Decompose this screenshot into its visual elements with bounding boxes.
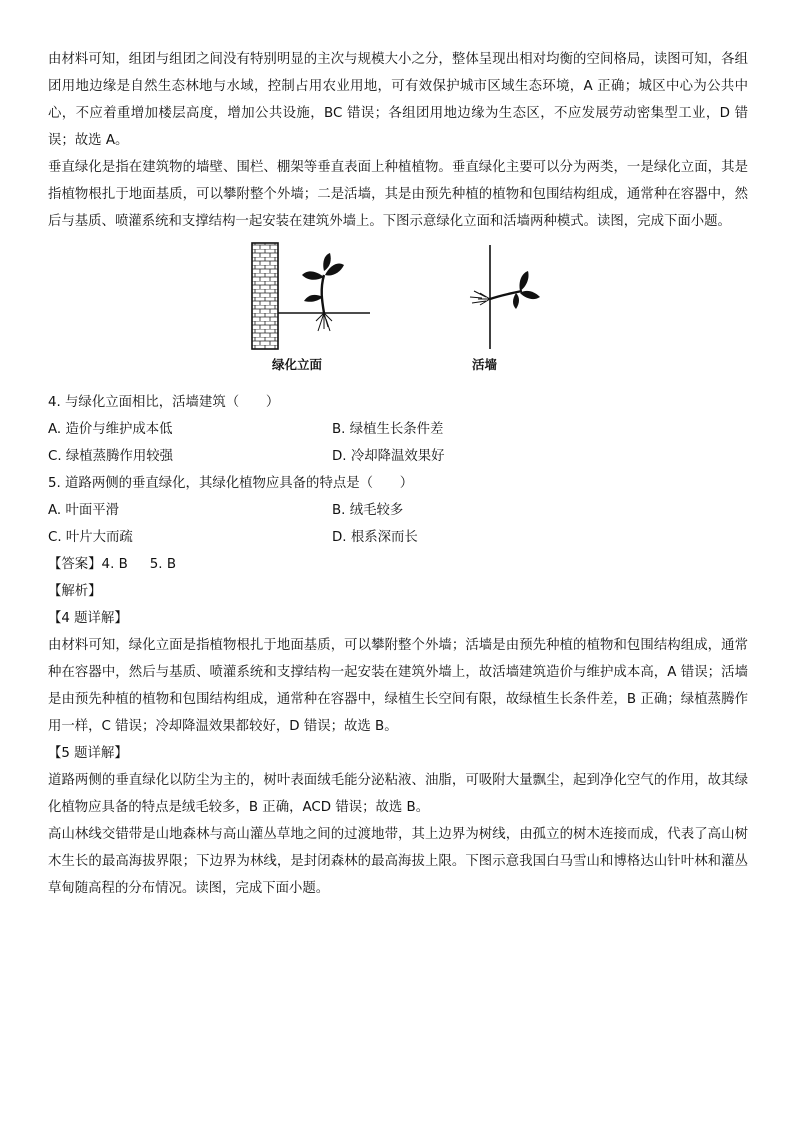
detail-4-text: 由材料可知，绿化立面是指植物根扎于地面基质，可以攀附整个外墙；活墙是由预先种植的植物和包围结构组成，通常种在容器中，然后与基质、喷灌系统和支撑结构一起安装在建筑外墙上，故活墙建筑造价与维护成本高，A 错误；活墙是由预先种植的植物和包围结构组成，通常种在容器中，绿植生长空间有限，故绿植生长条件差，B 正确；绿植蒸腾作用一样，C 错误；冷却降温效果都较好，D 错误；故选 B。	[48, 638, 748, 734]
q4-option-b: B. 绿植生长条件差	[332, 422, 444, 437]
figure-living-wall	[458, 241, 542, 385]
q5-option-d: D. 根系深而长	[332, 530, 418, 545]
paragraph-vertical-greening: 垂直绿化是指在建筑物的墙壁、围栏、棚架等垂直表面上种植植物。垂直绿化主要可以分为两类，一是绿化立面，其是指植物根扎于地面基质，可以攀附整个外墙；二是活墙，其是由预先种植的植物和包围结构组成，通常种在容器中，然后与基质、喷灌系统和支撑结构一起安装在建筑外墙上。下图示意绿化立面和活墙两种模式。读图，完成下面小题。	[48, 160, 748, 229]
document-page	[48, 46, 748, 902]
question-5-options	[48, 497, 748, 551]
q5-option-c: C. 叶片大而疏	[48, 530, 133, 545]
answer-second: 5. B	[149, 557, 177, 572]
living-wall-illustration	[458, 241, 542, 355]
q4-option-d: D. 冷却降温效果好	[332, 449, 445, 464]
detail-4-label: 【4 题详解】	[48, 611, 128, 626]
figure-green-facade	[250, 241, 372, 385]
detail-5-label: 【5 题详解】	[48, 746, 128, 761]
answer-line	[48, 551, 748, 578]
question-4-stem: 4. 与绿化立面相比，活墙建筑（ ）	[48, 395, 280, 410]
q5-option-b: B. 绒毛较多	[332, 503, 404, 518]
green-facade-illustration	[250, 241, 372, 355]
q5-option-a: A. 叶面平滑	[48, 503, 119, 518]
caption-living-wall: 活墙	[472, 357, 498, 372]
q4-option-a: A. 造价与维护成本低	[48, 422, 173, 437]
question-5-stem: 5. 道路两侧的垂直绿化，其绿化植物应具备的特点是（ ）	[48, 476, 414, 491]
question-4-options	[48, 416, 748, 470]
analysis-label: 【解析】	[48, 584, 102, 599]
paragraph-treeline: 高山林线交错带是山地森林与高山灌丛草地之间的过渡地带，其上边界为树线，由孤立的树木连接而成，代表了高山树木生长的最高海拔界限；下边界为林线，是封闭森林的最高海拔上限。下图示意我国白马雪山和博格达山针叶林和灌丛草甸随高程的分布情况。读图，完成下面小题。	[48, 827, 748, 896]
caption-green-facade: 绿化立面	[272, 357, 323, 372]
q4-option-c: C. 绿植蒸腾作用较强	[48, 449, 173, 464]
figure-greening-modes	[48, 241, 748, 385]
paragraph-prev-answer: 由材料可知，组团与组团之间没有特别明显的主次与规模大小之分，整体呈现出相对均衡的空间格局，读图可知，各组团用地边缘是自然生态林地与水域，控制占用农业用地，可有效保护城市区域生态环境，A 正确；城区中心为公共中心，不应着重增加楼层高度，增加公共设施，BC 错误；各组团用地边缘为生态区，不应发展劳动密集型工业，D 错误；故选 A。	[48, 52, 748, 148]
detail-5-text: 道路两侧的垂直绿化以防尘为主的，树叶表面绒毛能分泌粘液、油脂，可吸附大量飘尘，起到净化空气的作用，故其绿化植物应具备的特点是绒毛较多，B 正确，ACD 错误；故选 B。	[48, 773, 748, 815]
answer-label: 【答案】4. B	[48, 557, 128, 572]
